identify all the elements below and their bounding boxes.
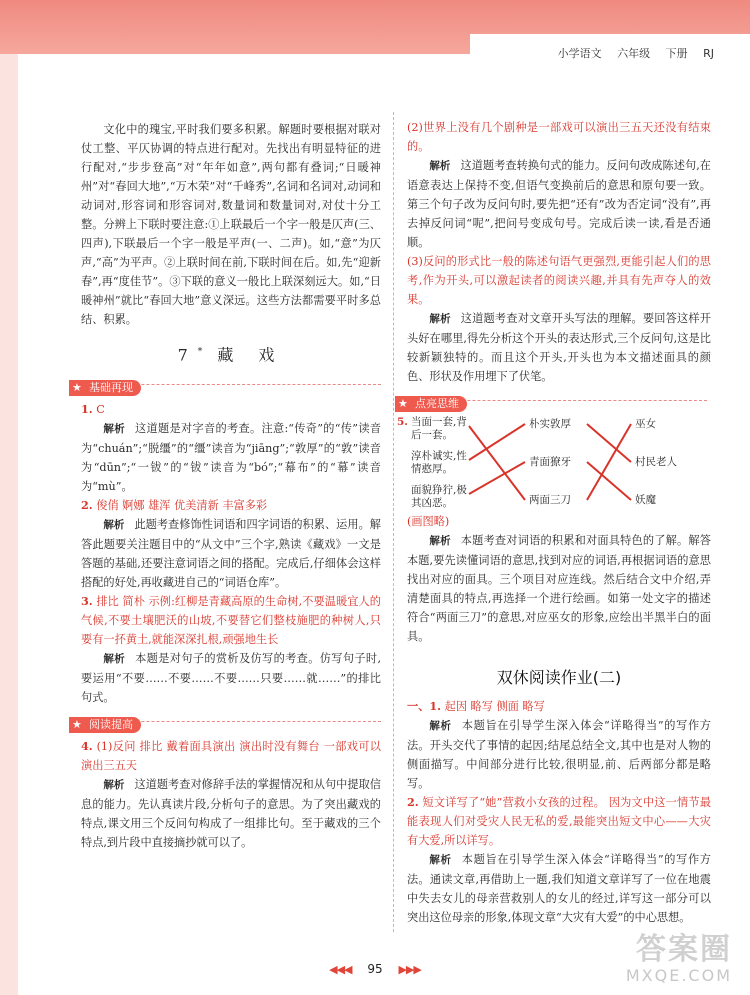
q4-2-answer: (2)世界上没有几个剧种是一部戏可以演出三五天还没有结束的。 bbox=[407, 121, 711, 153]
q2-answer: 2. 俊俏 婀娜 雄浑 优美清新 丰富多彩 bbox=[81, 498, 268, 513]
diagram-left-item: 淳朴诚实,性情憨厚。 bbox=[411, 450, 467, 475]
lesson-number: 7 bbox=[177, 345, 198, 365]
q2-analysis: 解析 此题考查修饰性词语和四字词语的积累、运用。解答此题要关注题目中的“从文中”三个字,熟读《藏戏》一文是答题的基础,还要注意词语之间的搭配。完成后,仔细体会这样搭配的好处,再收藏进自己的“词语仓库”。 bbox=[81, 518, 381, 590]
diagram-mid-item: 青面獠牙 bbox=[529, 456, 571, 468]
star-icon: ★ bbox=[72, 381, 82, 395]
diagram-mid-item: 两面三刀 bbox=[529, 494, 571, 506]
diagram-note: (画图略) bbox=[407, 515, 450, 528]
left-column bbox=[72, 120, 382, 852]
section-badge: ★ 基础再现 bbox=[69, 380, 141, 396]
section-badge: ★ 点亮思维 bbox=[395, 396, 467, 412]
footer-arrows-right: ▶▶▶ bbox=[398, 963, 421, 976]
right-column bbox=[397, 118, 712, 927]
watermark-brand: 答案圈 bbox=[636, 932, 732, 967]
side-stripe bbox=[0, 54, 18, 995]
matching-lines bbox=[407, 416, 711, 512]
page-number: 95 bbox=[367, 962, 383, 976]
diagram-mid-item: 朴实敦厚 bbox=[529, 418, 571, 430]
q5-number: 5. bbox=[397, 416, 408, 428]
section-header-thinking bbox=[395, 394, 711, 412]
section-badge: ★ 阅读提高 bbox=[69, 717, 141, 733]
q5-analysis: 解析 本题考查对词语的积累和对面具特色的了解。解答本题,要先读懂词语的意思,找到对应的词语,再根据词语的意思找出对应的面具。三个项目对应连线。然后结合文中介绍,弄清楚面具的特点,再选择一个进行绘画。如第一处文字的描述符合“两面三刀”的意思,对应巫女的形象,应绘出半黑半白的面具。 bbox=[407, 534, 711, 643]
section-header-reading bbox=[69, 715, 381, 733]
w1-analysis: 解析 本题旨在引导学生深入体会“详略得当”的写作方法。开头交代了事情的起因;结尾总结全文,其中也是对人物的侧面描写。中间部分进行比较,很明显,前、后两部分都是略写。 bbox=[407, 719, 711, 790]
lesson-heading bbox=[81, 343, 381, 364]
q3-analysis: 解析 本题是对句子的赏析及仿写的考查。仿写句子时,要运用“不要……不要……不要……只要……就……”的排比句式。 bbox=[81, 652, 382, 705]
homework-title: 双休阅读作业(二) bbox=[496, 668, 622, 687]
diagram-right-item: 妖魔 bbox=[635, 494, 656, 506]
header-edition: RJ bbox=[703, 47, 714, 60]
diagram-left-item: 面貌狰狞,极其凶恶。 bbox=[411, 484, 467, 509]
q3-answer: 3. 排比 简朴 示例:红柳是青藏高原的生命树,不要温暖宜人的气候,不要土壤肥沃的山坡,不要替它们整枝施肥的种树人,只要有一抔黄土,就能深深扎根,顽强地生长 bbox=[81, 594, 381, 647]
q4-3-answer: (3)反问的形式比一般的陈述句语气更强烈,更能引起人们的思考,作为开头,可以激起读者的阅读兴趣,并具有先声夺人的效果。 bbox=[407, 255, 711, 306]
header-subject: 小学语文 bbox=[557, 47, 602, 60]
q4-analysis: 解析 这道题考查对修辞手法的掌握情况和从句中提取信息的能力。先认真读片段,分析句子的意思。为了突出藏戏的特点,课文用三个反问句构成了一组排比句。至于藏戏的三个特点,到片段中直接摘抄就可以了。 bbox=[81, 778, 381, 850]
header-grade: 六年级 bbox=[617, 47, 651, 60]
section-header-basics bbox=[69, 378, 381, 396]
column-divider bbox=[393, 112, 394, 932]
q4-answer: 4. (1)反问 排比 戴着面具演出 演出时没有舞台 一部戏可以演出三五天 bbox=[81, 739, 381, 773]
match-line bbox=[587, 424, 631, 500]
q1-analysis: 解析 这道题是对字音的考查。注意:“传奇”的“传”读音为“chuán”;“脱缰”的“缰”读音为“jiāng”;“敦厚”的“敦”读音为“dūn”;“一钹”的“钹”读音为“bó”;“幕布”的“幕”读音为“mù”。 bbox=[81, 422, 382, 494]
w2-analysis: 解析 本题旨在引导学生深入体会“详略得当”的写作方法。通读文章,再借助上一题,我们知道文章详写了一位在地震中失去女儿的母亲营救别人的女儿的经过,详写这一部分可以突出这位母亲的形象,体现文章“大灾有大爱”的中心思想。 bbox=[407, 853, 711, 924]
w1-answer: 一、1. 起因 略写 侧面 略写 bbox=[407, 699, 545, 713]
q4-2-analysis: 解析 这道题考查转换句式的能力。反问句改成陈述句,在语意表达上保持不变,但语气变换前后的意思和原句要一致。第三个句子改为反问句时,要先把“还有”改为否定词“没有”,再去掉反问词“呢”,把问号变成句号。完成后读一读,看是否通顺。 bbox=[407, 159, 711, 249]
match-line bbox=[587, 462, 631, 500]
diagram-right-item: 巫女 bbox=[635, 418, 656, 430]
match-line bbox=[587, 424, 631, 462]
header-info bbox=[546, 45, 714, 61]
star-icon: ★ bbox=[398, 397, 408, 410]
watermark-site: MXQE.COM bbox=[625, 966, 732, 985]
matching-diagram bbox=[397, 416, 711, 512]
watermark bbox=[626, 934, 732, 985]
header-volume: 下册 bbox=[665, 47, 688, 60]
q1-answer: 1. C bbox=[81, 402, 105, 417]
diagram-left-item: 当面一套,背后一套。 bbox=[411, 416, 467, 441]
star-icon: ★ bbox=[72, 718, 82, 732]
w2-answer: 2. 短文详写了“她”营救小女孩的过程。 因为文中这一情节最能表现人们对受灾人民无私的爱,最能突出短文中心——大灾有大爱,所以详写。 bbox=[407, 795, 712, 847]
q4-3-analysis: 解析 这道题考查对文章开头写法的理解。要回答这样开头好在哪里,得先分析这个开头的表达形式,三个反问句,这是比较新颖独特的。而且这个开头,开头也为本文描述面具的颜色、形状及作用埋下了伏笔。 bbox=[407, 312, 711, 383]
match-line bbox=[469, 424, 525, 460]
lesson-title: 藏 戏 bbox=[217, 345, 285, 365]
intro-paragraph: 文化中的瑰宝,平时我们要多积累。解题时要根据对联对仗工整、平仄协调的特点进行配对。先找出有明显特征的进行配对,“步步登高”对“年年如意”,两句都有叠词;“日暖神州”对“春回大地”,“万木荣”对“千峰秀”,名词和名词对,动词和动词对,形容词和形容词对,数量词和数量词对,对仗十分工整。分辨上下联时要注意:①上联最后一个字一般是仄声(三、四声),下联最后一个字一般是平声(一、二声)。如,“意”为仄声,“高”为平声。②上联时间在前,下联时间在后。如,先“迎新春”,再“度佳节”。③下联的意义一般比上联深刻远大。如,“日暖神州”就比“春回大地”意义深远。这些方法都需要平时多总结、积累。 bbox=[81, 123, 381, 326]
lesson-mark: * bbox=[197, 347, 203, 357]
footer-arrows-left: ◀◀◀ bbox=[329, 963, 352, 976]
page-footer bbox=[0, 962, 750, 976]
diagram-right-item: 村民老人 bbox=[635, 456, 677, 468]
